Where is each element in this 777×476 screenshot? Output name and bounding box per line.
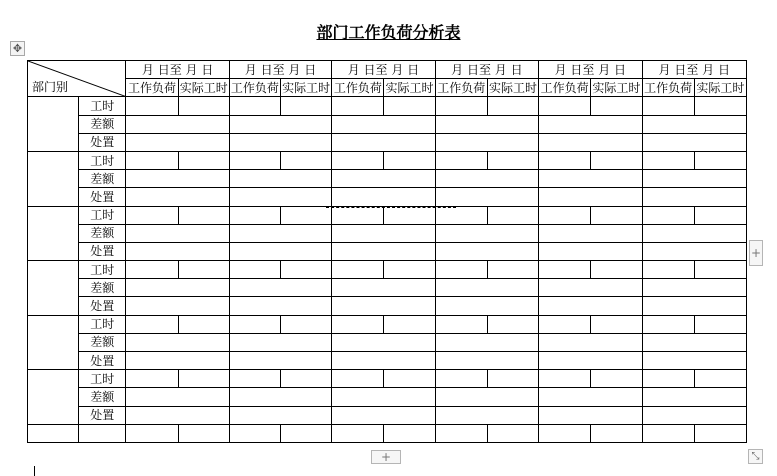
actual-hours-value-cell[interactable] [694, 261, 746, 279]
actual-hours-value-cell[interactable] [591, 97, 642, 115]
period-header-cell[interactable]: 月 日至 月 日 [229, 61, 331, 79]
merged-value-cell[interactable] [539, 115, 642, 133]
actual-hours-value-cell[interactable] [694, 151, 746, 169]
merged-value-cell[interactable] [332, 115, 435, 133]
table-row [28, 224, 747, 242]
merged-value-cell[interactable] [126, 224, 229, 242]
total-value-cell[interactable] [642, 424, 694, 442]
merged-value-cell[interactable] [229, 188, 331, 206]
merged-value-cell[interactable] [229, 224, 331, 242]
table-row [28, 115, 747, 133]
row-label-cell[interactable]: 工时 [79, 370, 126, 388]
header-row-periods [28, 61, 747, 79]
workload-header-cell[interactable]: 工作负荷 [126, 79, 178, 97]
actual-hours-value-cell[interactable] [694, 315, 746, 333]
workload-value-cell[interactable] [435, 370, 487, 388]
merged-value-cell[interactable] [126, 333, 229, 351]
workload-value-cell[interactable] [539, 97, 591, 115]
workload-value-cell[interactable] [126, 370, 178, 388]
merged-value-cell[interactable] [332, 333, 435, 351]
actual-hours-value-cell[interactable] [591, 315, 642, 333]
merged-value-cell[interactable] [435, 133, 538, 151]
document-title: 部门工作负荷分析表 [316, 23, 461, 42]
merged-value-cell[interactable] [229, 388, 331, 406]
merged-value-cell[interactable] [126, 242, 229, 260]
merged-value-cell[interactable] [642, 279, 747, 297]
merged-value-cell[interactable] [435, 297, 538, 315]
department-name-cell[interactable] [28, 370, 79, 425]
actual-hours-value-cell[interactable] [384, 315, 435, 333]
workload-header-cell[interactable]: 工作负荷 [229, 79, 280, 97]
merged-value-cell[interactable] [126, 352, 229, 370]
workload-value-cell[interactable] [539, 261, 591, 279]
workload-value-cell[interactable] [539, 370, 591, 388]
workload-value-cell[interactable] [642, 206, 694, 224]
department-name-cell[interactable] [28, 97, 79, 152]
row-label-cell[interactable]: 工时 [79, 206, 126, 224]
period-header-cell[interactable]: 月 日至 月 日 [126, 61, 229, 79]
dashed-guide-line [326, 207, 456, 208]
period-header-cell[interactable]: 月 日至 月 日 [539, 61, 642, 79]
table-row [28, 333, 747, 351]
table-row-total [28, 424, 747, 442]
table-row [28, 279, 747, 297]
actual-hours-value-cell[interactable] [178, 97, 229, 115]
workload-header-cell[interactable]: 工作负荷 [332, 79, 384, 97]
merged-value-cell[interactable] [332, 224, 435, 242]
row-label-cell[interactable]: 差额 [79, 333, 126, 351]
table-row [28, 151, 747, 169]
merged-value-cell[interactable] [539, 188, 642, 206]
actual-hours-header-cell[interactable]: 实际工时 [384, 79, 435, 97]
merged-value-cell[interactable] [126, 406, 229, 424]
workload-value-cell[interactable] [642, 261, 694, 279]
merged-value-cell[interactable] [539, 388, 642, 406]
row-label-cell[interactable]: 处置 [79, 352, 126, 370]
actual-hours-value-cell[interactable] [694, 206, 746, 224]
table-row [28, 315, 747, 333]
merged-value-cell[interactable] [539, 352, 642, 370]
table-row [28, 97, 747, 115]
row-label-cell[interactable]: 差额 [79, 170, 126, 188]
actual-hours-value-cell[interactable] [591, 261, 642, 279]
merged-value-cell[interactable] [126, 115, 229, 133]
actual-hours-value-cell[interactable] [694, 370, 746, 388]
merged-value-cell[interactable] [539, 242, 642, 260]
department-label: 部门别 [32, 80, 69, 95]
actual-hours-value-cell[interactable] [281, 261, 332, 279]
merged-value-cell[interactable] [642, 133, 747, 151]
actual-hours-value-cell[interactable] [487, 97, 538, 115]
table-row [28, 133, 747, 151]
table-row [28, 370, 747, 388]
merged-value-cell[interactable] [642, 388, 747, 406]
workload-table [27, 60, 747, 443]
actual-hours-value-cell[interactable] [487, 261, 538, 279]
merged-value-cell[interactable] [229, 352, 331, 370]
workload-value-cell[interactable] [229, 206, 280, 224]
workload-value-cell[interactable] [332, 151, 384, 169]
merged-value-cell[interactable] [435, 115, 538, 133]
table-resize-icon[interactable]: ⤡ [748, 449, 763, 464]
workload-header-cell[interactable]: 工作负荷 [435, 79, 487, 97]
actual-hours-value-cell[interactable] [591, 151, 642, 169]
actual-hours-value-cell[interactable] [591, 206, 642, 224]
workload-value-cell[interactable] [229, 370, 280, 388]
actual-hours-value-cell[interactable] [281, 206, 332, 224]
total-value-cell[interactable] [487, 424, 538, 442]
table-row [28, 261, 747, 279]
workload-value-cell[interactable] [435, 261, 487, 279]
row-label-cell[interactable]: 处置 [79, 242, 126, 260]
row-label-cell[interactable]: 差额 [79, 224, 126, 242]
actual-hours-value-cell[interactable] [487, 151, 538, 169]
merged-value-cell[interactable] [332, 297, 435, 315]
actual-hours-value-cell[interactable] [384, 97, 435, 115]
merged-value-cell[interactable] [126, 188, 229, 206]
department-name-cell[interactable] [28, 261, 79, 316]
workload-value-cell[interactable] [126, 97, 178, 115]
workload-value-cell[interactable] [229, 261, 280, 279]
workload-value-cell[interactable] [229, 315, 280, 333]
merged-value-cell[interactable] [332, 406, 435, 424]
merged-value-cell[interactable] [642, 115, 747, 133]
merged-value-cell[interactable] [539, 297, 642, 315]
merged-value-cell[interactable] [126, 279, 229, 297]
period-header-cell[interactable]: 月 日至 月 日 [435, 61, 538, 79]
workload-value-cell[interactable] [539, 206, 591, 224]
workload-value-cell[interactable] [642, 151, 694, 169]
corner-header-cell[interactable] [28, 61, 126, 97]
merged-value-cell[interactable] [332, 279, 435, 297]
table-row [28, 188, 747, 206]
total-value-cell[interactable] [435, 424, 487, 442]
table-row [28, 388, 747, 406]
actual-hours-value-cell[interactable] [281, 370, 332, 388]
merged-value-cell[interactable] [126, 133, 229, 151]
merged-value-cell[interactable] [332, 242, 435, 260]
text-cursor [34, 466, 35, 476]
actual-hours-value-cell[interactable] [591, 370, 642, 388]
merged-value-cell[interactable] [126, 297, 229, 315]
merged-value-cell[interactable] [332, 188, 435, 206]
workload-value-cell[interactable] [435, 315, 487, 333]
merged-value-cell[interactable] [229, 279, 331, 297]
workload-value-cell[interactable] [435, 97, 487, 115]
table-row [28, 406, 747, 424]
workload-value-cell[interactable] [126, 315, 178, 333]
workload-value-cell[interactable] [435, 151, 487, 169]
actual-hours-value-cell[interactable] [487, 206, 538, 224]
workload-value-cell[interactable] [229, 97, 280, 115]
actual-hours-value-cell[interactable] [178, 151, 229, 169]
workload-value-cell[interactable] [332, 206, 384, 224]
merged-value-cell[interactable] [229, 133, 331, 151]
merged-value-cell[interactable] [435, 352, 538, 370]
workload-value-cell[interactable] [126, 151, 178, 169]
table-row [28, 242, 747, 260]
actual-hours-value-cell[interactable] [281, 315, 332, 333]
merged-value-cell[interactable] [332, 170, 435, 188]
merged-value-cell[interactable] [229, 406, 331, 424]
merged-value-cell[interactable] [332, 388, 435, 406]
workload-value-cell[interactable] [126, 206, 178, 224]
merged-value-cell[interactable] [435, 242, 538, 260]
total-value-cell[interactable] [384, 424, 435, 442]
actual-hours-header-cell[interactable]: 实际工时 [178, 79, 229, 97]
actual-hours-value-cell[interactable] [178, 370, 229, 388]
department-name-cell[interactable] [28, 315, 79, 370]
row-label-cell[interactable]: 工时 [79, 261, 126, 279]
workload-value-cell[interactable] [332, 370, 384, 388]
row-label-cell[interactable]: 工时 [79, 315, 126, 333]
row-label-cell[interactable]: 处置 [79, 133, 126, 151]
table-move-handle-icon[interactable]: ✥ [10, 41, 25, 56]
actual-hours-value-cell[interactable] [178, 206, 229, 224]
merged-value-cell[interactable] [435, 333, 538, 351]
merged-value-cell[interactable] [229, 170, 331, 188]
total-cell[interactable] [28, 424, 79, 442]
total-value-cell[interactable] [229, 424, 280, 442]
department-name-cell[interactable] [28, 151, 79, 206]
actual-hours-value-cell[interactable] [178, 315, 229, 333]
merged-value-cell[interactable] [332, 352, 435, 370]
actual-hours-value-cell[interactable] [487, 370, 538, 388]
actual-hours-header-cell[interactable]: 实际工时 [281, 79, 332, 97]
actual-hours-value-cell[interactable] [487, 315, 538, 333]
actual-hours-header-cell[interactable]: 实际工时 [694, 79, 746, 97]
table-row [28, 206, 747, 224]
merged-value-cell[interactable] [126, 388, 229, 406]
actual-hours-value-cell[interactable] [384, 206, 435, 224]
merged-value-cell[interactable] [435, 388, 538, 406]
merged-value-cell[interactable] [435, 170, 538, 188]
actual-hours-value-cell[interactable] [384, 151, 435, 169]
workload-header-cell[interactable]: 工作负荷 [539, 79, 591, 97]
total-value-cell[interactable] [332, 424, 384, 442]
workload-value-cell[interactable] [642, 97, 694, 115]
period-header-cell[interactable]: 月 日至 月 日 [642, 61, 747, 79]
workload-header-cell[interactable]: 工作负荷 [642, 79, 694, 97]
add-column-button[interactable]: + [749, 240, 763, 266]
actual-hours-value-cell[interactable] [694, 97, 746, 115]
merged-value-cell[interactable] [332, 133, 435, 151]
merged-value-cell[interactable] [229, 242, 331, 260]
workload-value-cell[interactable] [332, 261, 384, 279]
row-label-cell[interactable]: 差额 [79, 279, 126, 297]
merged-value-cell[interactable] [126, 170, 229, 188]
actual-hours-header-cell[interactable]: 实际工时 [591, 79, 642, 97]
total-value-cell[interactable] [539, 424, 591, 442]
workload-value-cell[interactable] [126, 261, 178, 279]
row-label-cell[interactable]: 差额 [79, 388, 126, 406]
merged-value-cell[interactable] [539, 333, 642, 351]
merged-value-cell[interactable] [642, 188, 747, 206]
row-label-cell[interactable]: 处置 [79, 406, 126, 424]
total-value-cell[interactable] [281, 424, 332, 442]
actual-hours-value-cell[interactable] [281, 151, 332, 169]
merged-value-cell[interactable] [539, 224, 642, 242]
period-header-cell[interactable]: 月 日至 月 日 [332, 61, 435, 79]
actual-hours-value-cell[interactable] [281, 97, 332, 115]
merged-value-cell[interactable] [539, 170, 642, 188]
workload-value-cell[interactable] [642, 315, 694, 333]
workload-value-cell[interactable] [539, 315, 591, 333]
workload-value-cell[interactable] [332, 315, 384, 333]
merged-value-cell[interactable] [435, 188, 538, 206]
total-value-cell[interactable] [126, 424, 178, 442]
merged-value-cell[interactable] [642, 406, 747, 424]
row-label-cell[interactable]: 工时 [79, 97, 126, 115]
workload-value-cell[interactable] [435, 206, 487, 224]
total-value-cell[interactable] [591, 424, 642, 442]
merged-value-cell[interactable] [229, 297, 331, 315]
merged-value-cell[interactable] [642, 170, 747, 188]
merged-value-cell[interactable] [539, 133, 642, 151]
merged-value-cell[interactable] [642, 224, 747, 242]
total-cell[interactable] [79, 424, 126, 442]
actual-hours-header-cell[interactable]: 实际工时 [487, 79, 538, 97]
merged-value-cell[interactable] [539, 279, 642, 297]
workload-value-cell[interactable] [539, 151, 591, 169]
row-label-cell[interactable]: 差额 [79, 115, 126, 133]
merged-value-cell[interactable] [435, 279, 538, 297]
total-value-cell[interactable] [694, 424, 746, 442]
merged-value-cell[interactable] [642, 297, 747, 315]
merged-value-cell[interactable] [539, 406, 642, 424]
workload-value-cell[interactable] [642, 370, 694, 388]
department-name-cell[interactable] [28, 206, 79, 261]
workload-value-cell[interactable] [229, 151, 280, 169]
merged-value-cell[interactable] [642, 352, 747, 370]
merged-value-cell[interactable] [229, 115, 331, 133]
row-label-cell[interactable]: 工时 [79, 151, 126, 169]
actual-hours-value-cell[interactable] [384, 261, 435, 279]
header-row-subheaders [28, 79, 747, 97]
row-label-cell[interactable]: 处置 [79, 297, 126, 315]
table-row [28, 297, 747, 315]
merged-value-cell[interactable] [435, 224, 538, 242]
workload-value-cell[interactable] [332, 97, 384, 115]
actual-hours-value-cell[interactable] [178, 261, 229, 279]
add-row-button[interactable]: + [371, 450, 401, 464]
actual-hours-value-cell[interactable] [384, 370, 435, 388]
row-label-cell[interactable]: 处置 [79, 188, 126, 206]
merged-value-cell[interactable] [435, 406, 538, 424]
total-value-cell[interactable] [178, 424, 229, 442]
merged-value-cell[interactable] [642, 242, 747, 260]
table-row [28, 170, 747, 188]
merged-value-cell[interactable] [229, 333, 331, 351]
merged-value-cell[interactable] [642, 333, 747, 351]
table-row [28, 352, 747, 370]
